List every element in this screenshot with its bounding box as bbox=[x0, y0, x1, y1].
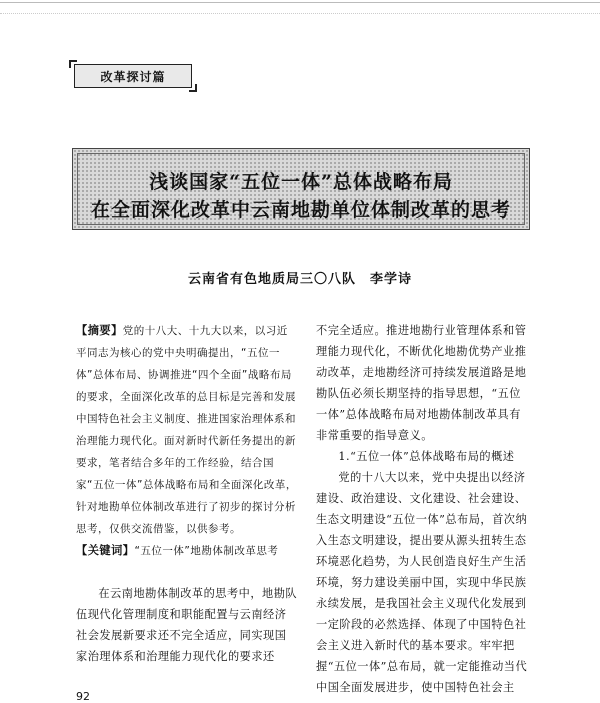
abstract-label: 【摘要】 bbox=[76, 323, 123, 337]
abstract bbox=[76, 320, 298, 540]
abstract-text: 党的十八大、十九大以来，以习近平同志为核心的党中央明确提出，“五位一体”总体布局、协调推进“四个全面”战略布局的要求，全面深化改革的总目标是完善和发展中国特色社会主义制度、推进国家治理体系和治理能力现代化。面对新时代新任务提出的新要求，笔者结合多年的工作经验，结合国家“五位一体”总体战略布局和全面深化改革，针对地勘单位体制改革进行了初步的探讨分析思考，仅供交流借鉴，以供参考。 bbox=[76, 325, 297, 535]
keywords-label: 【关键词】 bbox=[76, 543, 135, 557]
spacer bbox=[76, 562, 298, 583]
keywords bbox=[76, 540, 298, 562]
article-title-line-1: 浅谈国家“五位一体”总体战略布局 bbox=[149, 171, 453, 193]
article-title-line-2: 在全面深化改革中云南地勘单位体制改革的思考 bbox=[90, 199, 511, 221]
page-number: 92 bbox=[76, 690, 90, 703]
keywords-text: “五位一体”地勘体制改革思考 bbox=[134, 545, 279, 557]
top-rule bbox=[0, 2, 600, 14]
right-column bbox=[316, 320, 530, 698]
author-line: 云南省有色地质局三〇八队 李学诗 bbox=[187, 272, 412, 287]
section-tag-label: 改革探讨篇 bbox=[100, 69, 166, 84]
body-paragraph: 党的十八大以来，党中央提出以经济建设、政治建设、文化建设、社会建设、生态文明建设“五位一体”总布局，首次纳入生态文明建设，提出要从源头扭转生态环境恶化趋势，为人民创造良好生产生活环境，努力建设美丽中国，实现中华民族永续发展，是我国社会主义现代化发展到一定阶段的必然选择、体现了中国特色社会主义进入新时代的基本要求。牢牢把握“五位一体”总布局，就一定能推动当代中国全面发展进步，使中国特色社会主 bbox=[316, 471, 528, 694]
section-heading: 1.“五位一体”总体战略布局的概述 bbox=[338, 450, 515, 463]
body-paragraph: 在云南地勘体制改革的思考中，地勘队伍现代化管理制度和职能配置与云南经济社会发展新要求还不完全适应，同实现国家治理体系和治理能力现代化的要求还 bbox=[76, 587, 298, 663]
section-tag bbox=[74, 64, 192, 88]
title-box bbox=[72, 148, 530, 230]
body-paragraph-continued: 不完全适应。推进地勘行业管理体系和管理能力现代化，不断优化地勘优势产业推动改革，走地勘经济可持续发展道路是地勘队伍必须长期坚持的指导思想，“五位一体”总体战略布局对地勘体制改革具有非常重要的指导意义。 bbox=[316, 324, 527, 442]
left-column bbox=[76, 320, 298, 667]
